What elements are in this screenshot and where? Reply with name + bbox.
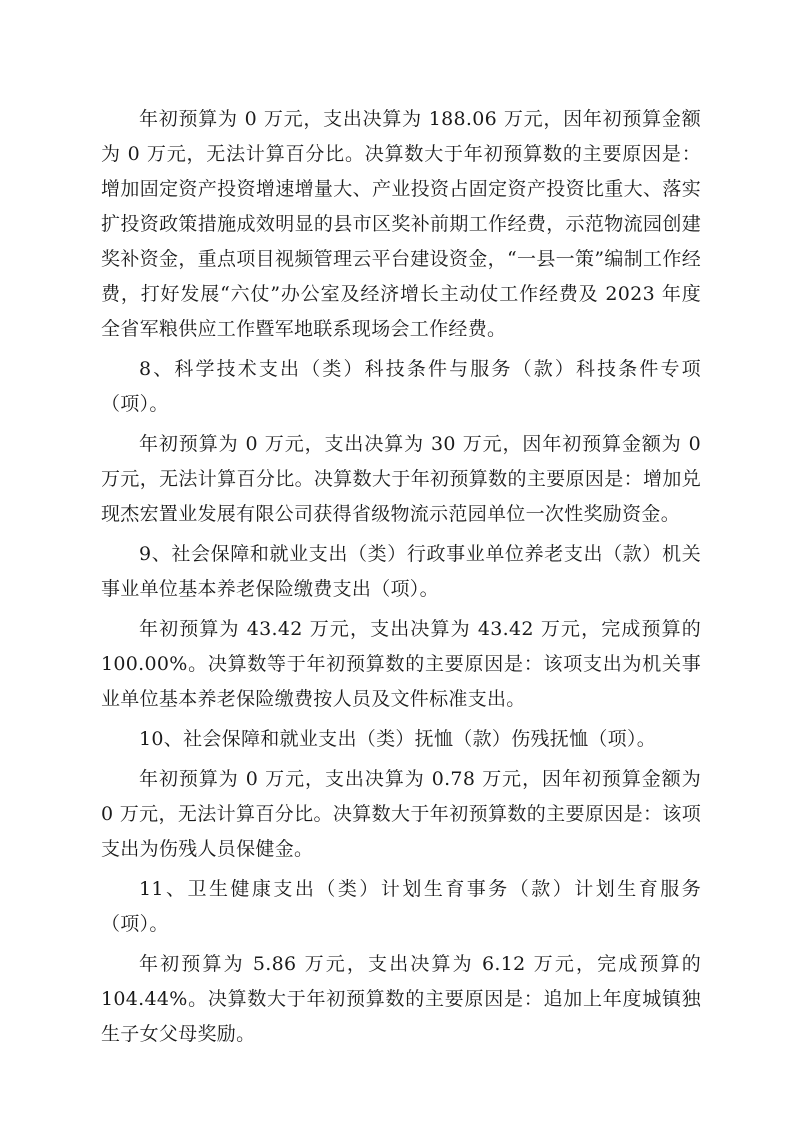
section-heading-9: 9、社会保障和就业支出（类）行政事业单位养老支出（款）机关事业单位基本养老保险缴费支出（项）。: [101, 543, 701, 600]
document-body: [101, 102, 701, 1057]
paragraph-budget-explanation-7: 年初预算为 0 万元，支出决算为 188.06 万元，因年初预算金额为 0 万元，无法计算百分比。决算数大于年初预算数的主要原因是：增加固定资产投资增速增量大、产业投资占固定资产投资比重大、落实扩投资政策措施成效明显的县市区奖补前期工作经费，示范物流园创建奖补资金，重点项目视频管理云平台建设资金，“一县一策”编制工作经费，打好发展“六仗”办公室及经济增长主动仗工作经费及 2023 年度全省军粮供应工作暨军地联系现场会工作经费。: [101, 108, 701, 340]
paragraph-budget-explanation-10: 年初预算为 0 万元，支出决算为 0.78 万元，因年初预算金额为 0 万元，无法计算百分比。决算数大于年初预算数的主要原因是：该项支出为伤残人员保健金。: [101, 768, 701, 860]
section-heading-8: 8、科学技术支出（类）科技条件与服务（款）科技条件专项（项）。: [101, 358, 701, 415]
section-heading-10: 10、社会保障和就业支出（类）抚恤（款）伤残抚恤（项）。: [139, 728, 657, 750]
paragraph-budget-explanation-8: 年初预算为 0 万元，支出决算为 30 万元，因年初预算金额为 0 万元，无法计算百分比。决算数大于年初预算数的主要原因是：增加兑现杰宏置业发展有限公司获得省级物流示范园单位一次性奖励资金。: [101, 433, 701, 525]
section-heading-11: 11、卫生健康支出（类）计划生育事务（款）计划生育服务（项）。: [101, 878, 701, 935]
paragraph-budget-explanation-11: 年初预算为 5.86 万元，支出决算为 6.12 万元，完成预算的 104.44%。决算数大于年初预算数的主要原因是：追加上年度城镇独生子女父母奖励。: [101, 953, 701, 1045]
paragraph-budget-explanation-9: 年初预算为 43.42 万元，支出决算为 43.42 万元，完成预算的 100.00%。决算数等于年初预算数的主要原因是：该项支出为机关事业单位基本养老保险缴费按人员及文件标准支出。: [101, 618, 701, 710]
